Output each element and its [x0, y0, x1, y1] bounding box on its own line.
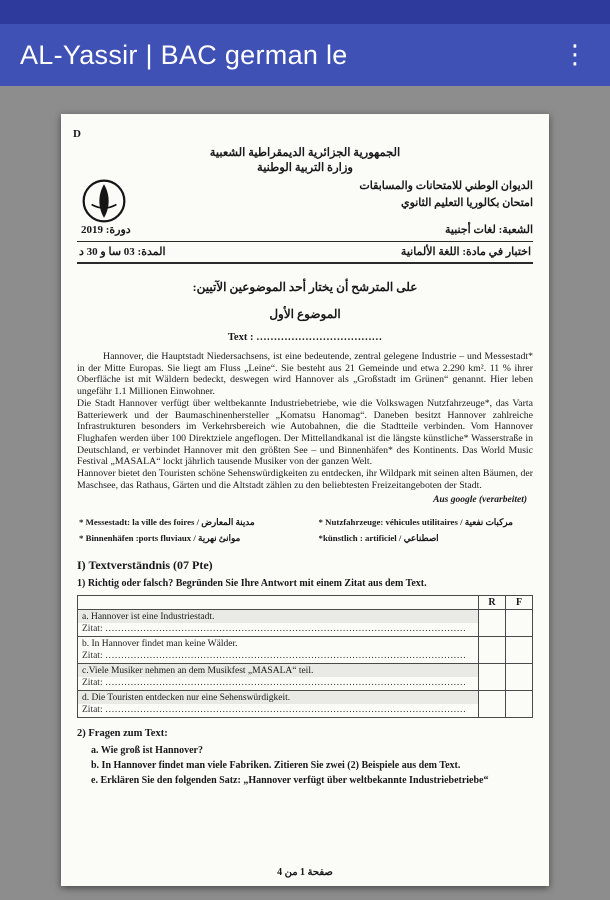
statement-text: d. Die Touristen entdecken nur eine Sehenswürdigkeit. — [78, 691, 478, 704]
zitat-line: Zitat: …………………………………………………………………………………………………… — [82, 705, 466, 716]
reading-text — [77, 351, 533, 491]
app-bar — [0, 24, 610, 86]
f-answer-cell[interactable] — [506, 637, 533, 664]
question2-title: 2) Fragen zum Text: — [77, 728, 168, 740]
document-page — [61, 114, 549, 886]
text-paragraph: Die Stadt Hannover verfügt über weltbekannte Industriebetriebe, wie die Volkswagen Nutzfahrzeuge*, das Varta Batteriewerk und der Baumaschinenhersteller „Komatsu Hanomag“. Daneben besitzt Hannover zahlreiche Infrastrukturen besonders im Verkehrsbereich wie Autobahnen, die die Stadtteile verbinden. Vom Hannover Flughafen werden über 100 Direktziele angeflogen. Der Mittellandkanal ist die längste künstliche* Wasserstraße in Deutschland, er verbindet Hannover mit den größten See – und Binnenhäfen* des Kontinents. Das World Music Festival „MASALA“ lockt jährlich tausende Musiker von der ganzen Welt. — [77, 397, 533, 468]
r-answer-cell[interactable] — [479, 664, 506, 691]
vocab-item: * Messestadt: la ville des foires / مدينة المعارض — [79, 517, 255, 528]
r-answer-cell[interactable] — [479, 637, 506, 664]
statement-text: a. Hannover ist eine Industriestadt. — [78, 610, 478, 623]
session-line: دورة: 2019 — [81, 224, 131, 236]
subject-label: اختبار في مادة: اللغة الألمانية — [400, 246, 531, 258]
onec-logo — [77, 178, 133, 229]
f-answer-cell[interactable] — [506, 691, 533, 718]
candidate-instruction: على المترشح أن يختار أحد الموضوعين الآتيين: — [192, 280, 418, 294]
text-label: Text : ……………………………… — [227, 332, 383, 343]
zitat-line: Zitat: …………………………………………………………………………………………………… — [82, 624, 466, 635]
topic-title: الموضوع الأول — [269, 307, 341, 321]
vocabulary-notes — [77, 517, 533, 544]
table-row — [78, 610, 533, 637]
vocab-item: * Binnenhäfen :ports fluviaux / موانئ نهرية — [79, 533, 241, 544]
question1-prompt: 1) Richtig oder falsch? Begründen Sie Ihre Antwort mit einem Zitat aus dem Text. — [77, 578, 427, 590]
source-credit: Aus google (verarbeitet) — [433, 495, 527, 506]
column-header-r: R — [479, 596, 506, 610]
f-answer-cell[interactable] — [506, 664, 533, 691]
table-row — [78, 691, 533, 718]
scan-mark: D — [73, 128, 81, 140]
question-item: a. Wie groß ist Hannover? — [91, 745, 203, 757]
table-row — [78, 637, 533, 664]
table-header-row — [78, 596, 533, 610]
column-header-f: F — [506, 596, 533, 610]
page-number: صفحة 1 من 4 — [277, 867, 333, 878]
text-paragraph: Hannover bietet den Touristen schöne Sehenswürdigkeiten zu entdecken, ihr Wildpark mit seinen alten Bäumen, der Maschsee, das Rathaus, Gärten und die Altstadt zählen zu den beliebtesten Freizeitangeboten der Stadt. — [77, 468, 533, 491]
question-item: e. Erklären Sie den folgenden Satz: „Hannover verfügt über weltbekannte Industriebetriebe“ — [91, 775, 489, 787]
question-item: b. In Hannover findet man viele Fabriken. Zitieren Sie zwei (2) Beispiele aus dem Text. — [91, 760, 461, 772]
text-paragraph: Hannover, die Hauptstadt Niedersachsens, ist eine bedeutende, zentral gelegene Industrie – und Messestadt* in der Mitte Europas. Sie liegt am Fluss „Leine“. Sie besteht aus 21 Gemeinde und etwa 2.290 km². 11 % ihrer Oberfläche ist mit Wäldern bedeckt, deswegen wird Hannover als „Großstadt im Grünen“ genannt. Hier leben ungefähr 1.1 Millionen Einwohner. — [77, 351, 533, 398]
question2-list — [77, 743, 533, 788]
r-answer-cell[interactable] — [479, 610, 506, 637]
section1-title: I) Textverständnis (07 Pte) — [77, 558, 213, 573]
zitat-line: Zitat: …………………………………………………………………………………………………… — [82, 651, 466, 662]
republic-line: الجمهورية الجزائرية الديمقراطية الشعبية — [209, 147, 401, 159]
subject-duration-row — [77, 241, 533, 264]
app-title: AL-Yassir | BAC german le — [20, 39, 348, 70]
branch-line: الشعبة: لغات أجنبية — [445, 224, 533, 236]
true-false-table — [77, 595, 533, 718]
table-corner-cell — [78, 596, 479, 610]
status-bar — [0, 0, 610, 24]
table-row — [78, 664, 533, 691]
statement-text: c.Viele Musiker nehmen an dem Musikfest „MASALA“ teil. — [78, 664, 478, 677]
document-viewer[interactable] — [0, 86, 610, 900]
vocab-item: * Nutzfahrzeuge: véhicules utilitaires / مركبات نفعية — [318, 517, 513, 528]
r-answer-cell[interactable] — [479, 691, 506, 718]
vocab-item: *künstlich : artificiel / اصطناعي — [318, 533, 439, 544]
exam-line: امتحان بكالوريا التعليم الثانوي — [400, 197, 533, 209]
overflow-menu-icon[interactable]: ⋮ — [562, 40, 588, 70]
office-line: الديوان الوطني للامتحانات والمسابقات — [359, 180, 533, 192]
statement-text: b. In Hannover findet man keine Wälder. — [82, 639, 238, 650]
exam-header — [77, 146, 533, 264]
ministry-line: وزارة التربية الوطنية — [257, 162, 353, 174]
f-answer-cell[interactable] — [506, 610, 533, 637]
zitat-line: Zitat: …………………………………………………………………………………………………… — [82, 678, 466, 689]
duration-label: المدة: 03 سا و 30 د — [79, 246, 166, 258]
